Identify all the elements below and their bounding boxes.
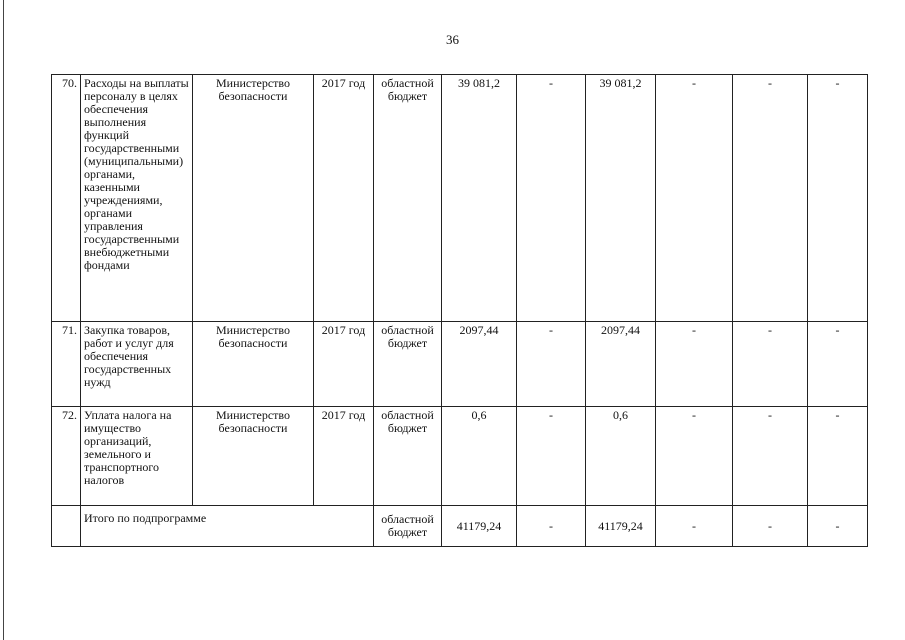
table-row [52,75,868,322]
table-row [52,407,868,506]
federal-amount-cell: - [517,75,586,322]
amount-cell-b: - [733,75,808,322]
regional-amount-cell: 0,6 [586,407,656,506]
amount-cell-c: - [808,75,868,322]
amount-cell-c: - [808,322,868,407]
period-cell: 2017 год [314,322,374,407]
amount-cell-a: - [656,75,733,322]
federal-amount-cell: - [517,322,586,407]
expense-name: Уплата налога на имущество организаций, земельного и транспортного налогов [81,407,193,506]
executor-cell: Министерство безопасности [193,322,314,407]
federal-amount-cell: - [517,506,586,547]
table-row [52,322,868,407]
total-amount-cell: 0,6 [442,407,517,506]
empty-number-cell [52,506,81,547]
funding-source-cell: областной бюджет [374,407,442,506]
total-label: Итого по подпрограмме [81,506,374,547]
amount-cell-c: - [808,407,868,506]
funding-source-cell: областной бюджет [374,322,442,407]
total-amount-cell: 39 081,2 [442,75,517,322]
total-amount-cell: 2097,44 [442,322,517,407]
row-number: 70. [52,75,81,322]
regional-amount-cell: 41179,24 [586,506,656,547]
expense-name: Расходы на выплаты персоналу в целях обеспечения выполнения функций государственными (муниципальными) органами, казенными учреждениями, органами управления государственными внебюджетными фондами [81,75,193,322]
row-number: 71. [52,322,81,407]
regional-amount-cell: 2097,44 [586,322,656,407]
funding-source-cell: областной бюджет [374,506,442,547]
amount-cell-c: - [808,506,868,547]
amount-cell-b: - [733,322,808,407]
amount-cell-a: - [656,506,733,547]
total-amount-cell: 41179,24 [442,506,517,547]
amount-cell-a: - [656,322,733,407]
amount-cell-b: - [733,407,808,506]
amount-cell-a: - [656,407,733,506]
executor-cell: Министерство безопасности [193,75,314,322]
funding-source-cell: областной бюджет [374,75,442,322]
expense-name: Закупка товаров, работ и услуг для обеспечения государственных нужд [81,322,193,407]
executor-cell: Министерство безопасности [193,407,314,506]
period-cell: 2017 год [314,407,374,506]
period-cell: 2017 год [314,75,374,322]
page-edge-line [3,0,4,640]
page-number: 36 [446,32,459,47]
total-row [52,506,868,547]
budget-table [51,74,868,547]
row-number: 72. [52,407,81,506]
federal-amount-cell: - [517,407,586,506]
regional-amount-cell: 39 081,2 [586,75,656,322]
amount-cell-b: - [733,506,808,547]
